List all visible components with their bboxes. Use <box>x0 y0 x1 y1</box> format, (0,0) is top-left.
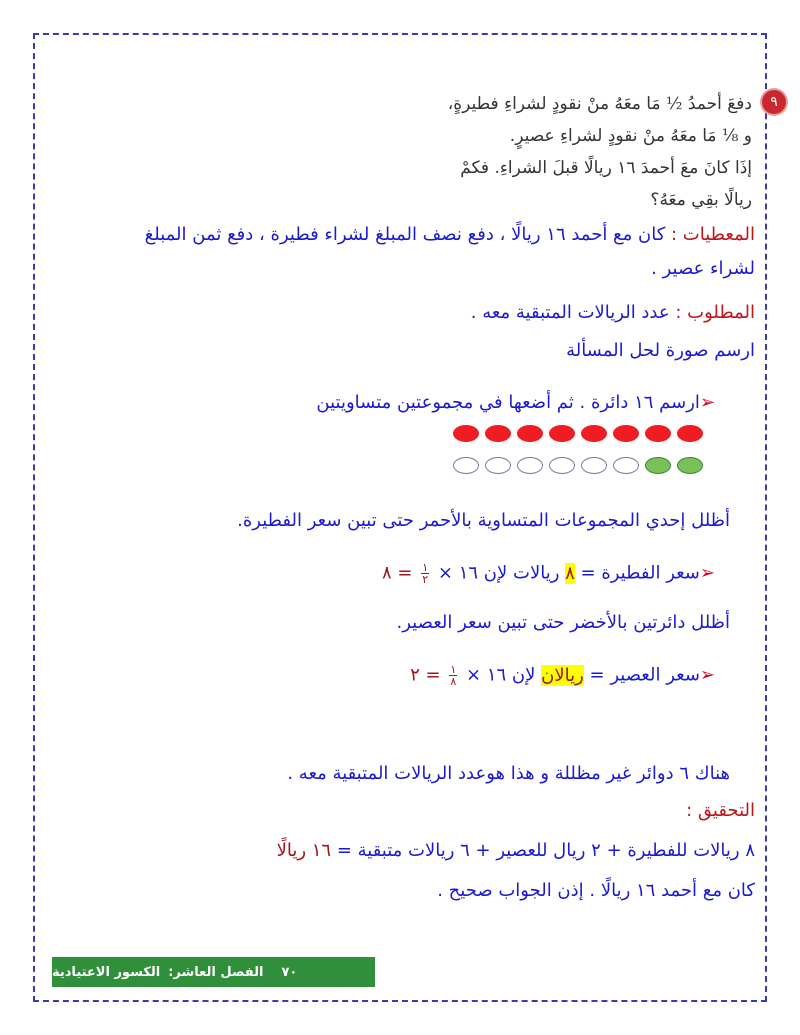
circle-red <box>645 425 671 442</box>
required-text: عدد الريالات المتبقية معه . <box>470 302 676 323</box>
page-number: ٧٠ <box>281 964 298 980</box>
givens-line-1 <box>145 224 755 245</box>
circles-row-mixed <box>453 457 703 474</box>
arrow-bullet-icon: ➢ <box>699 664 715 686</box>
arrow-bullet-icon: ➢ <box>699 392 715 413</box>
check-label: التحقيق : <box>686 800 755 821</box>
remaining-text: هناك ٦ دوائر غير مظللة و هذا هوعدد الريالات المتبقية معه . <box>287 763 730 784</box>
pie-price-suffix: ريالات لإن ١٦ × <box>437 562 566 584</box>
circle-empty <box>517 457 543 474</box>
check-line-1 <box>277 840 755 861</box>
givens-text-1: كان مع أحمد ١٦ ريالًا ، دفع نصف المبلغ لشراء فطيرة ، دفع ثمن المبلغ <box>144 224 671 245</box>
question-line: دفعَ أحمدُ ½ مَا معَهُ منْ نقودٍ لشراءِ فطيرةٍ، <box>447 94 752 114</box>
circle-red <box>549 425 575 442</box>
question-number: ٩ <box>762 90 786 114</box>
circle-red <box>581 425 607 442</box>
circle-red <box>677 425 703 442</box>
check-line-1-text: ٨ ريالات للفطيرة + ٢ ريال للعصير + ٦ ريالات متبقية = <box>331 840 755 861</box>
pie-price-prefix: سعر الفطيرة = <box>574 562 700 584</box>
circle-red <box>453 425 479 442</box>
step1-text: ارسم ١٦ دائرة . ثم أضعها في مجموعتين متساويتين <box>316 392 700 413</box>
question-line: و ⅛ مَا معَهُ منْ نقودٍ لشراءِ عصيرٍ. <box>509 126 752 146</box>
circle-red <box>485 425 511 442</box>
circle-green <box>645 457 671 474</box>
draw-instruction: ارسم صورة لحل المسألة <box>566 340 755 361</box>
shade-green-text: أظلل دائرتين بالأخضر حتى تبين سعر العصير. <box>396 612 730 633</box>
question-line: إذَا كانَ معَ أحمدَ ١٦ ريالًا قبلَ الشراءِ. فكمْ <box>460 158 752 178</box>
fraction-numerator: ١ <box>422 561 429 574</box>
pie-price-highlight: ٨ <box>565 562 575 584</box>
chapter-label: الفصل العاشر: <box>168 964 264 980</box>
fraction-eighth <box>449 664 457 687</box>
circle-empty <box>581 457 607 474</box>
arrow-bullet-icon: ➢ <box>699 562 715 584</box>
chapter-topic: الكسور الاعتيادية <box>52 964 161 980</box>
fraction-denominator: ٢ <box>422 573 429 586</box>
fraction-denominator: ٨ <box>450 675 457 688</box>
circle-green <box>677 457 703 474</box>
juice-price-line <box>410 664 715 687</box>
juice-price-highlight: ريالان <box>541 664 584 686</box>
pie-price-result: = ٨ <box>381 562 413 584</box>
question-block <box>412 88 778 216</box>
check-line-2: كان مع أحمد ١٦ ريالًا . إذن الجواب صحيح . <box>437 880 755 901</box>
required-label: المطلوب : <box>675 302 755 323</box>
juice-price-suffix: لإن ١٦ × <box>466 664 542 686</box>
check-line-1-result: ١٦ ريالًا <box>276 840 332 861</box>
circle-empty <box>453 457 479 474</box>
circle-red <box>517 425 543 442</box>
fraction-half <box>421 562 429 585</box>
page-footer <box>52 957 375 987</box>
circle-red <box>613 425 639 442</box>
givens-line-2: لشراء عصير . <box>651 258 755 279</box>
step1-line <box>316 392 715 413</box>
pie-price-line <box>382 562 715 585</box>
juice-price-prefix: سعر العصير = <box>583 664 700 686</box>
required-line <box>471 302 755 323</box>
fraction-numerator: ١ <box>450 663 457 676</box>
question-line: ريالًا بقِي معَهُ؟ <box>650 190 752 210</box>
givens-label: المعطيات : <box>671 224 755 245</box>
circle-empty <box>613 457 639 474</box>
circle-empty <box>549 457 575 474</box>
circle-empty <box>485 457 511 474</box>
shade-red-text: أظلل إحدي المجموعات المتساوية بالأحمر حتى تبين سعر الفطيرة. <box>237 510 730 531</box>
juice-price-result: = ٢ <box>410 664 441 686</box>
circles-row-red <box>453 425 703 442</box>
